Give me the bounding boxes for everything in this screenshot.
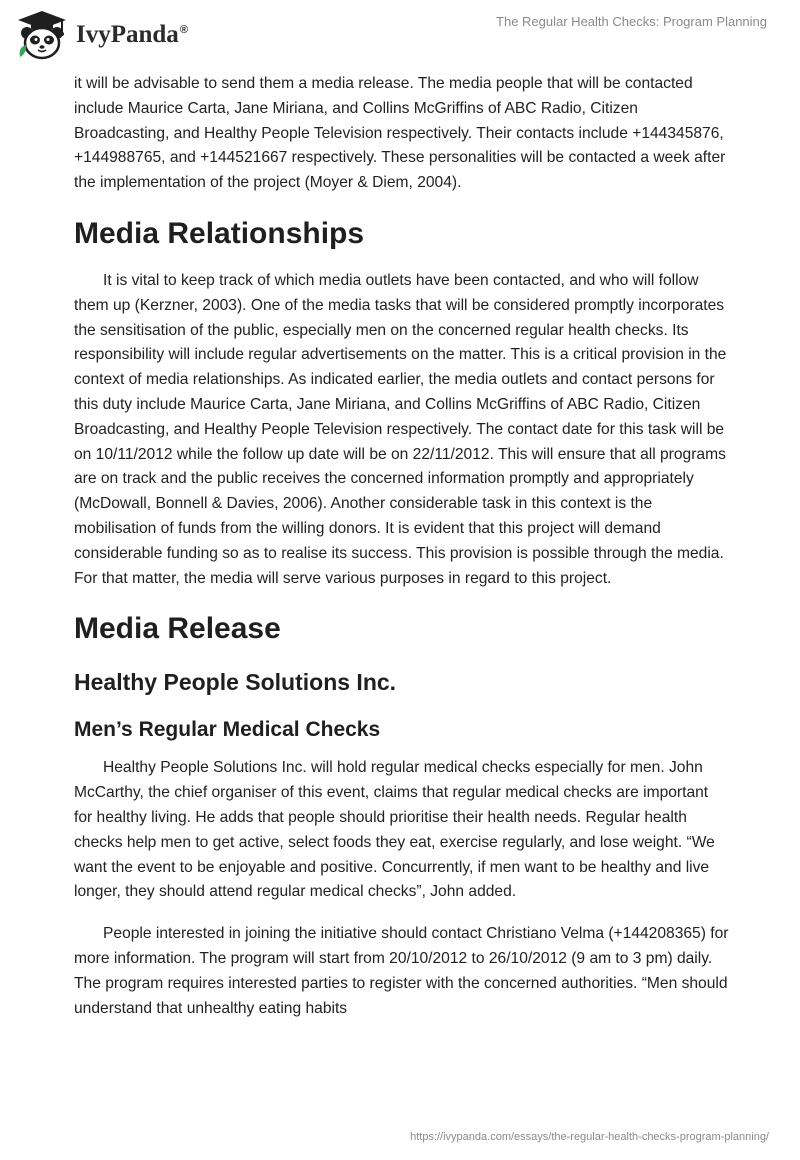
heading-mens-regular-medical-checks: Men’s Regular Medical Checks xyxy=(74,718,381,742)
heading-media-relationships: Media Relationships xyxy=(74,216,365,250)
page-header xyxy=(0,0,800,66)
page-title: The Regular Health Checks: Program Planning xyxy=(496,14,767,29)
registered-mark: ® xyxy=(179,23,188,36)
media-release-paragraph-1: Healthy People Solutions Inc. will hold regular medical checks especially for men. John McCarthy, the chief organiser of this event, claims that regular medical checks are important for healthy living. He adds that people should prioritise their health needs. Regular health checks help men to get active, select foods they eat, exercise regularly, and lose weight. “We want the event to be enjoyable and positive. Concurrently, if men want to be healthy and live longer, they should attend regular medical checks”, John added. xyxy=(74,759,715,901)
source-url[interactable]: https://ivypanda.com/essays/the-regular-health-checks-program-planning/ xyxy=(410,1131,769,1143)
media-release-paragraph-2: People interested in joining the initiative should contact Christiano Velma (+144208365) for more information. The program will start from 20/10/2012 to 26/10/2012 (9 am to 3 pm) daily. The program requires interested parties to register with the concerned authorities. “Men should understand that unhealthy eating habits xyxy=(74,925,729,1017)
intro-paragraph: it will be advisable to send them a media release. The media people that will be contacted include Maurice Carta, Jane Miriana, and Collins McGriffins of ABC Radio, Citizen Broadcasting, and Healthy People Television respectively. Their contacts include +144345876, +144988765, and +144521667 respectively. These personalities will be contacted a week after the implementation of the project (Moyer & Diem, 2004). xyxy=(74,75,726,192)
panda-graduate-icon xyxy=(14,9,70,61)
heading-healthy-people-solutions: Healthy People Solutions Inc. xyxy=(74,669,397,696)
heading-media-release: Media Release xyxy=(74,612,281,646)
ivypanda-logo[interactable] xyxy=(14,6,214,64)
media-relationships-paragraph: It is vital to keep track of which media outlets have been contacted, and who will follow them up (Kerzner, 2003). One of the media tasks that will be considered promptly incorporates the sensitisation of the public, especially men on the concerned regular health checks. Its responsibility will include regular advertisements on the matter. This is a critical provision in the context of media relationships. As indicated earlier, the media outlets and contact persons for this duty include Maurice Carta, Jane Miriana, and Collins McGriffins of ABC Radio, Citizen Broadcasting, and Healthy People Television respectively. The contact date for this task will be on 10/11/2012 while the follow up date will be on 22/11/2012. This will ensure that all programs are on track and the public receives the concerned information promptly and appropriately (McDowall, Bonnell & Davies, 2006). Another considerable task in this context is the mobilisation of funds from the willing donors. It is evident that this project will demand considerable funding so as to realise its success. This provision is possible through the media. For that matter, the media will serve various purposes in regard to this project. xyxy=(74,271,727,587)
essay-content xyxy=(74,72,729,1021)
logo-text: IvyPanda® xyxy=(76,21,188,48)
